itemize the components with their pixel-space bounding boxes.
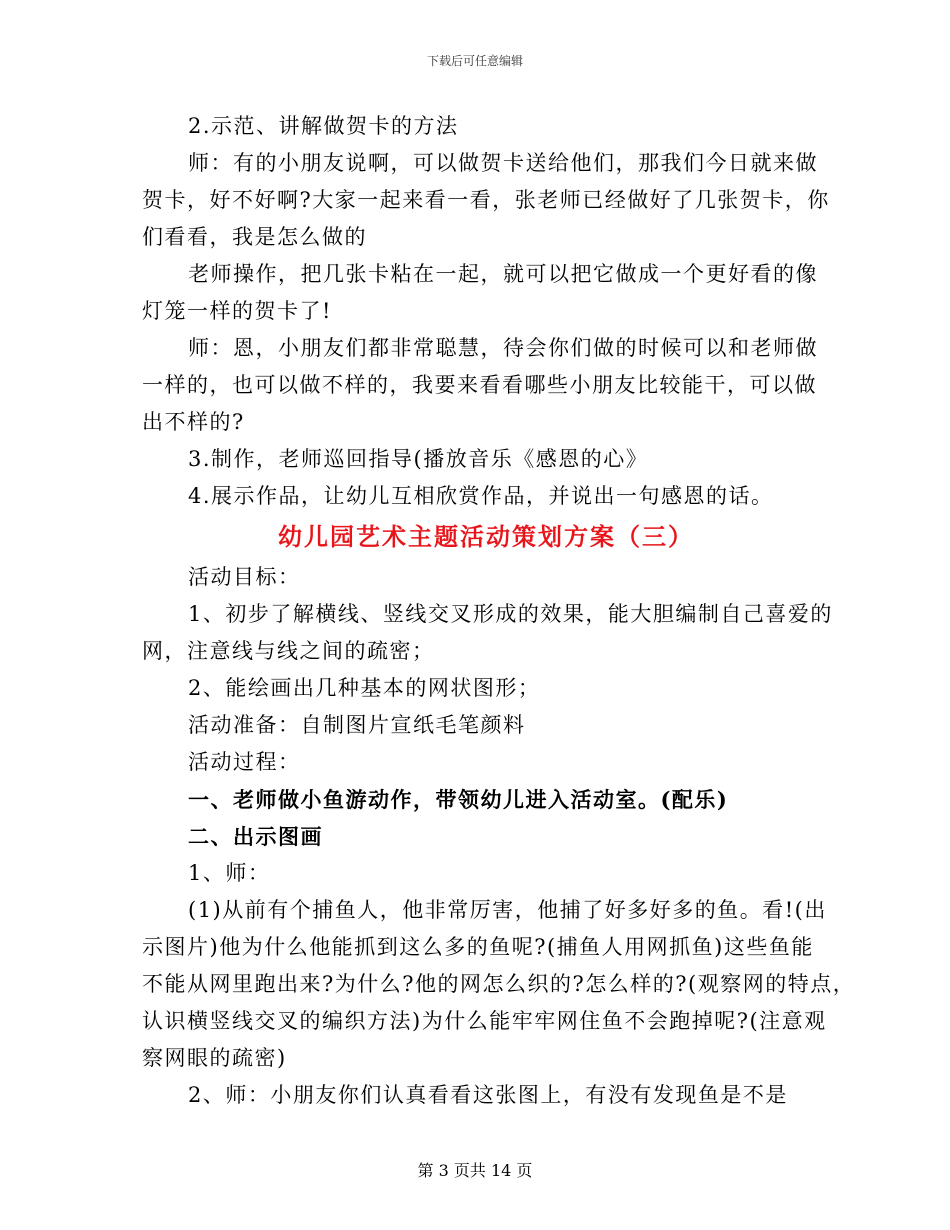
paragraph: 察网眼的疏密)	[142, 1046, 287, 1070]
paragraph: 活动准备：自制图片宣纸毛笔颜料	[188, 713, 526, 737]
paragraph: 2、师：小朋友你们认真看看这张图上，有没有发现鱼是不是	[188, 1083, 788, 1107]
paragraph: 老师操作，把几张卡粘在一起，就可以把它做成一个更好看的像	[188, 262, 818, 286]
paragraph: 一样的，也可以做不样的，我要来看看哪些小朋友比较能干，可以做	[142, 373, 817, 397]
paragraph: 师：有的小朋友说啊，可以做贺卡送给他们，那我们今日就来做	[188, 151, 818, 175]
paragraph: 认识横竖线交叉的编织方法)为什么能牢牢网住鱼不会跑掉呢?(注意观	[142, 1009, 827, 1033]
paragraph: 师：恩，小朋友们都非常聪慧，待会你们做的时候可以和老师做	[188, 336, 818, 360]
paragraph: (1)从前有个捕鱼人，他非常厉害，他捕了好多好多的鱼。看!(出	[188, 898, 827, 922]
paragraph: 出不样的?	[142, 410, 245, 434]
paragraph: 2.示范、讲解做贺卡的方法	[188, 114, 459, 138]
document-body	[142, 108, 856, 1114]
bold-heading: 二、出示图画	[188, 824, 323, 849]
paragraph: 不能从网里跑出来?为什么?他的网怎么织的?怎么样的?(观察网的特点，	[142, 972, 856, 996]
paragraph: 活动目标：	[188, 565, 301, 589]
paragraph: 贺卡，好不好啊?大家一起来看一看，张老师已经做好了几张贺卡，你	[142, 188, 830, 212]
bold-heading: 一、老师做小鱼游动作，带领幼儿进入活动室。(配乐)	[188, 787, 729, 812]
paragraph: 1、师：	[188, 861, 271, 885]
section-title: 幼儿园艺术主题活动策划方案（三）	[278, 522, 694, 551]
paragraph: 3.制作，老师巡回指导(播放音乐《感恩的心》	[188, 447, 649, 471]
paragraph: 1、初步了解横线、竖线交叉形成的效果，能大胆编制自己喜爱的	[188, 602, 833, 626]
paragraph: 4.展示作品，让幼儿互相欣赏作品，并说出一句感恩的话。	[188, 484, 774, 508]
paragraph: 们看看，我是怎么做的	[142, 225, 367, 249]
page-header: 下载后可任意编辑	[426, 54, 523, 68]
paragraph: 活动过程：	[188, 750, 301, 774]
paragraph: 2、能绘画出几种基本的网状图形；	[188, 676, 541, 700]
paragraph: 灯笼一样的贺卡了!	[142, 299, 332, 323]
paragraph: 网，注意线与线之间的疏密；	[142, 639, 435, 663]
paragraph: 示图片)他为什么他能抓到这么多的鱼呢?(捕鱼人用网抓鱼)这些鱼能	[142, 935, 814, 959]
page-number: 第 3 页共 14 页	[417, 1161, 533, 1180]
